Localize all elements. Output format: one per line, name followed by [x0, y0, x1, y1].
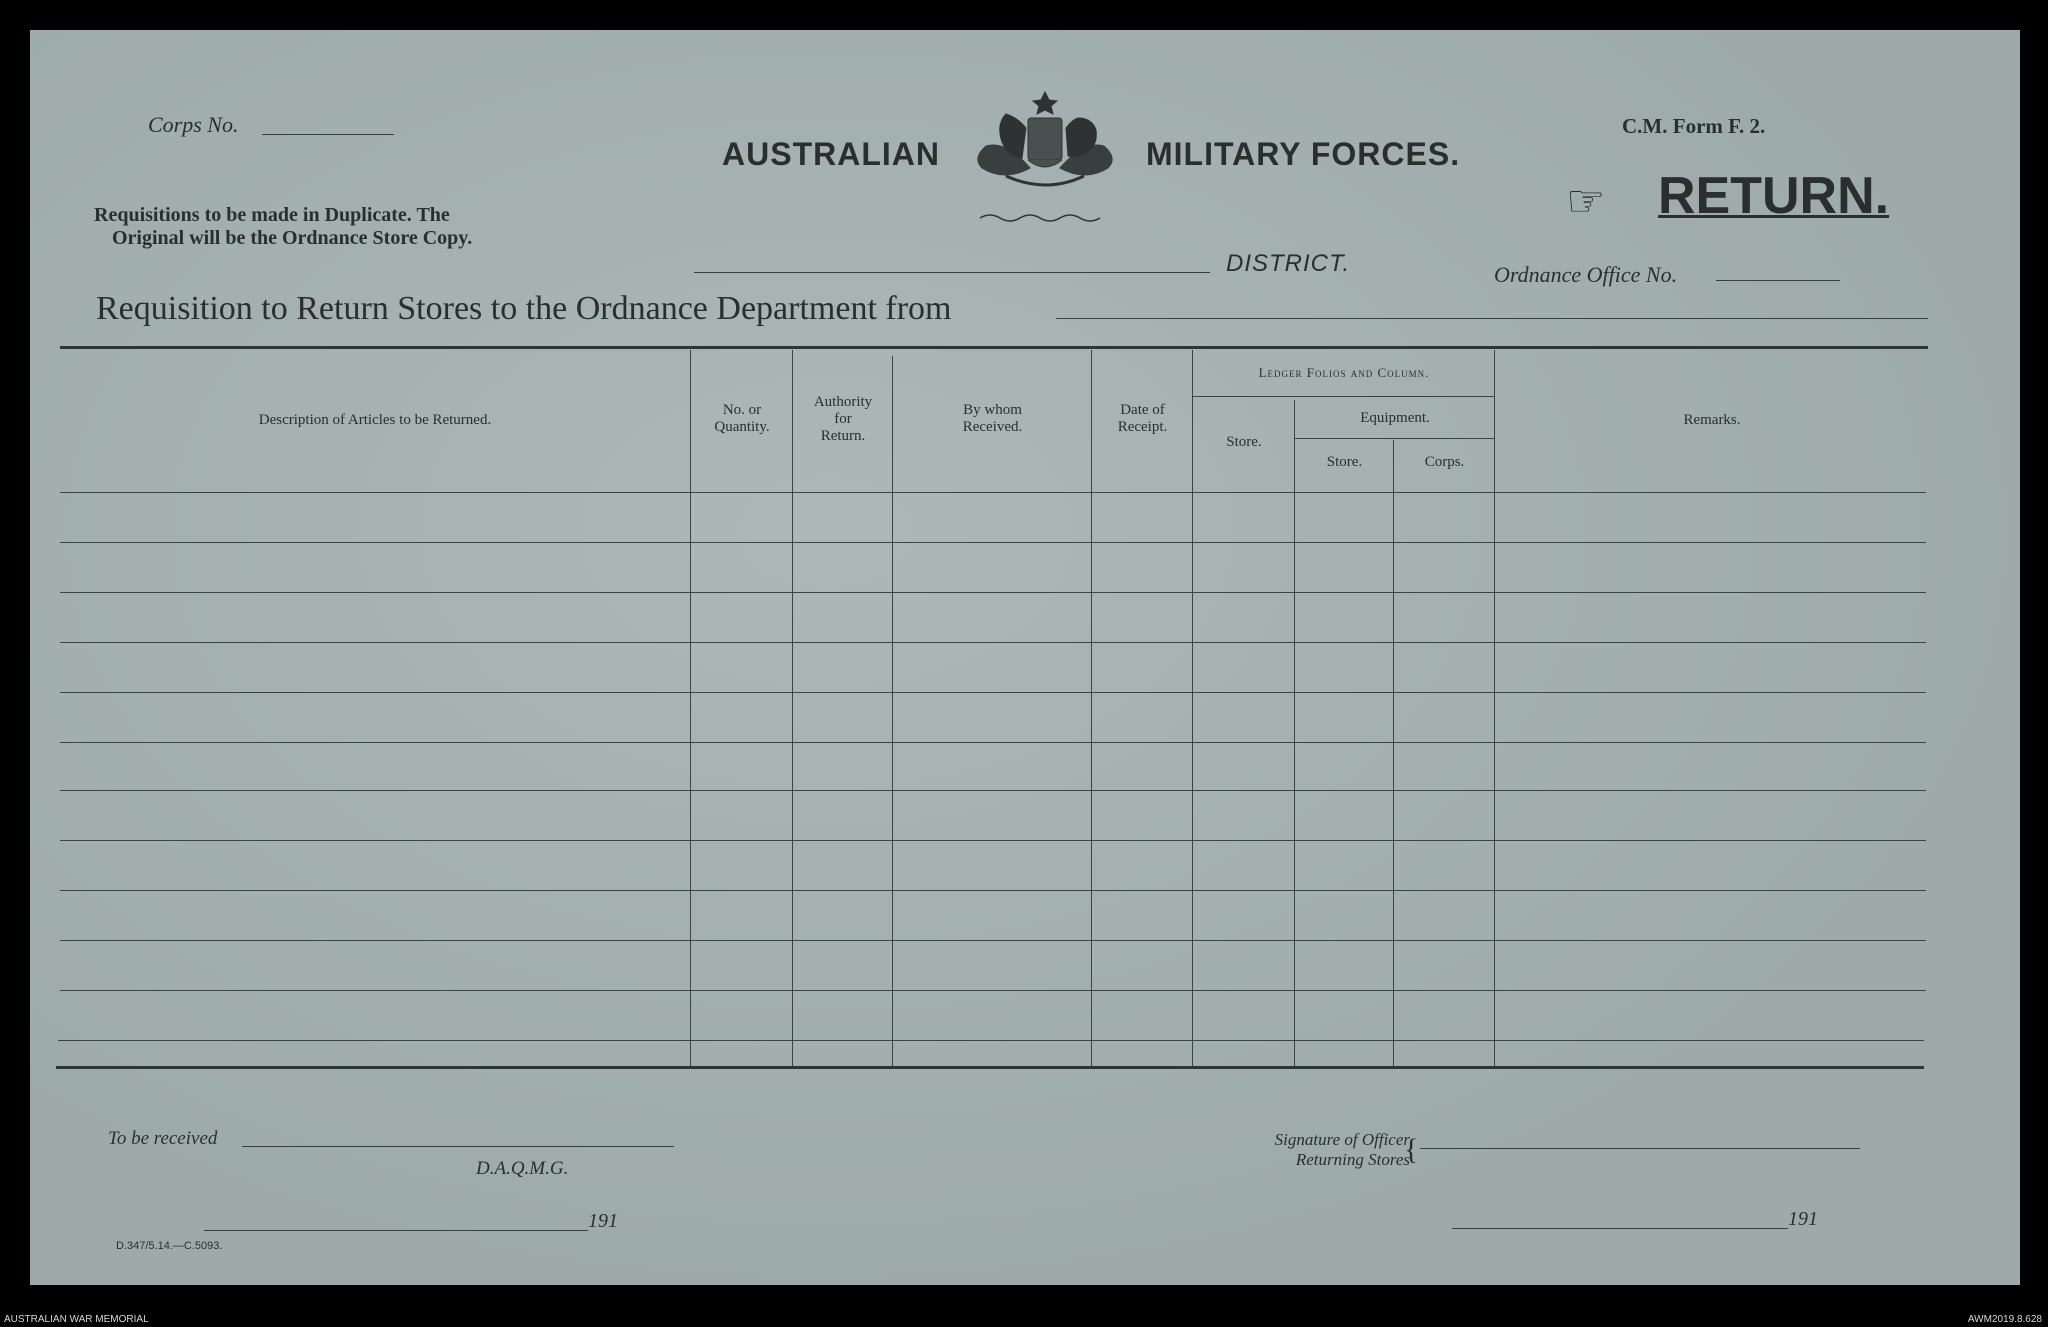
table-bottom-rule — [56, 1066, 1924, 1069]
equipment-divider — [1294, 438, 1494, 439]
duplicate-note-line2: Original will be the Ordnance Store Copy. — [112, 227, 473, 249]
to-be-received-label: To be received — [108, 1128, 218, 1149]
table-top-rule — [60, 346, 1928, 349]
column-divider — [1091, 350, 1092, 1066]
signature-label — [1220, 1130, 1410, 1170]
col-ledger-folios: Ledger Folios and Column. — [1258, 365, 1430, 380]
archive-id: AWM2019.8.628 — [1967, 1314, 2042, 1325]
year-prefix-right: 191 — [1788, 1208, 1818, 1230]
col-authority-line2: for — [834, 411, 852, 427]
table-row-line — [60, 742, 1926, 743]
column-divider — [1393, 440, 1394, 1066]
pointing-hand-icon: ☞ — [1566, 177, 1606, 226]
col-authority — [794, 394, 892, 445]
corps-no-label: Corps No. — [148, 112, 239, 137]
column-divider — [892, 356, 893, 1066]
ledger-divider — [1192, 396, 1494, 397]
corps-no-line — [262, 134, 394, 135]
column-divider — [1494, 350, 1495, 1066]
table-row-line — [60, 542, 1926, 543]
year-prefix-left: 191 — [588, 1210, 618, 1232]
print-reference: D.347/5.14.—C.5093. — [116, 1240, 223, 1252]
signature-label-line1: Signature of Officer — [1274, 1130, 1410, 1149]
column-divider — [1192, 350, 1193, 1066]
date-line-left — [204, 1230, 588, 1231]
col-equipment: Equipment. — [1360, 410, 1430, 426]
column-divider — [1294, 400, 1295, 1066]
ordnance-office-label: Ordnance Office No. — [1494, 262, 1678, 287]
col-received-by — [894, 402, 1091, 436]
table-row-line — [60, 642, 1926, 643]
table-row-line — [60, 990, 1926, 991]
col-date-of-receipt — [1093, 402, 1192, 436]
coat-of-arms-icon — [966, 88, 1124, 232]
col-received-by-line2: Received. — [962, 419, 1023, 435]
col-equipment-store: Store. — [1326, 454, 1363, 470]
table-row-line — [60, 940, 1926, 941]
signature-line — [1420, 1148, 1860, 1149]
archive-caption: AUSTRALIAN WAR MEMORIAL — [4, 1314, 149, 1325]
col-ledger-store: Store. — [1226, 434, 1262, 450]
return-heading: RETURN. — [1658, 167, 1890, 225]
title-military-forces: MILITARY FORCES. — [1146, 136, 1461, 172]
signature-brace: { — [1404, 1133, 1419, 1166]
col-description: Description of Articles to be Returned. — [258, 412, 492, 428]
duplicate-note — [94, 204, 472, 250]
ordnance-office-line — [1716, 280, 1840, 281]
requisition-title: Requisition to Return Stores to the Ordnance Department from — [96, 290, 952, 327]
requisition-from-line — [1056, 318, 1928, 319]
col-date-line1: Date of — [1120, 402, 1165, 418]
column-divider — [792, 350, 793, 1066]
col-date-line2: Receipt. — [1117, 419, 1168, 435]
table-row-line — [60, 790, 1926, 791]
form-number: C.M. Form F. 2. — [1622, 114, 1766, 138]
col-remarks: Remarks. — [1683, 412, 1741, 428]
table-row-line — [60, 592, 1926, 593]
column-divider — [690, 350, 691, 1066]
table-row-line — [60, 840, 1926, 841]
col-quantity-line2: Quantity. — [714, 419, 770, 435]
col-quantity — [692, 402, 792, 436]
daqmg-label: D.A.Q.M.G. — [476, 1158, 569, 1179]
to-be-received-line — [242, 1146, 674, 1147]
district-line — [694, 272, 1210, 273]
table-row-line — [60, 492, 1926, 493]
col-equipment-corps: Corps. — [1424, 454, 1465, 470]
col-authority-line3: Return. — [820, 428, 866, 444]
table-row-line — [58, 1040, 1924, 1041]
date-line-right — [1452, 1228, 1788, 1229]
title-australian: AUSTRALIAN — [722, 136, 940, 172]
col-quantity-line1: No. or — [722, 402, 762, 418]
col-received-by-line1: By whom — [963, 402, 1022, 418]
signature-label-line2: Returning Stores — [1295, 1150, 1410, 1169]
duplicate-note-line1: Requisitions to be made in Duplicate. The — [94, 204, 450, 226]
col-authority-line1: Authority — [813, 394, 873, 410]
table-row-line — [60, 692, 1926, 693]
district-label: DISTRICT. — [1226, 250, 1351, 277]
table-row-line — [60, 890, 1926, 891]
